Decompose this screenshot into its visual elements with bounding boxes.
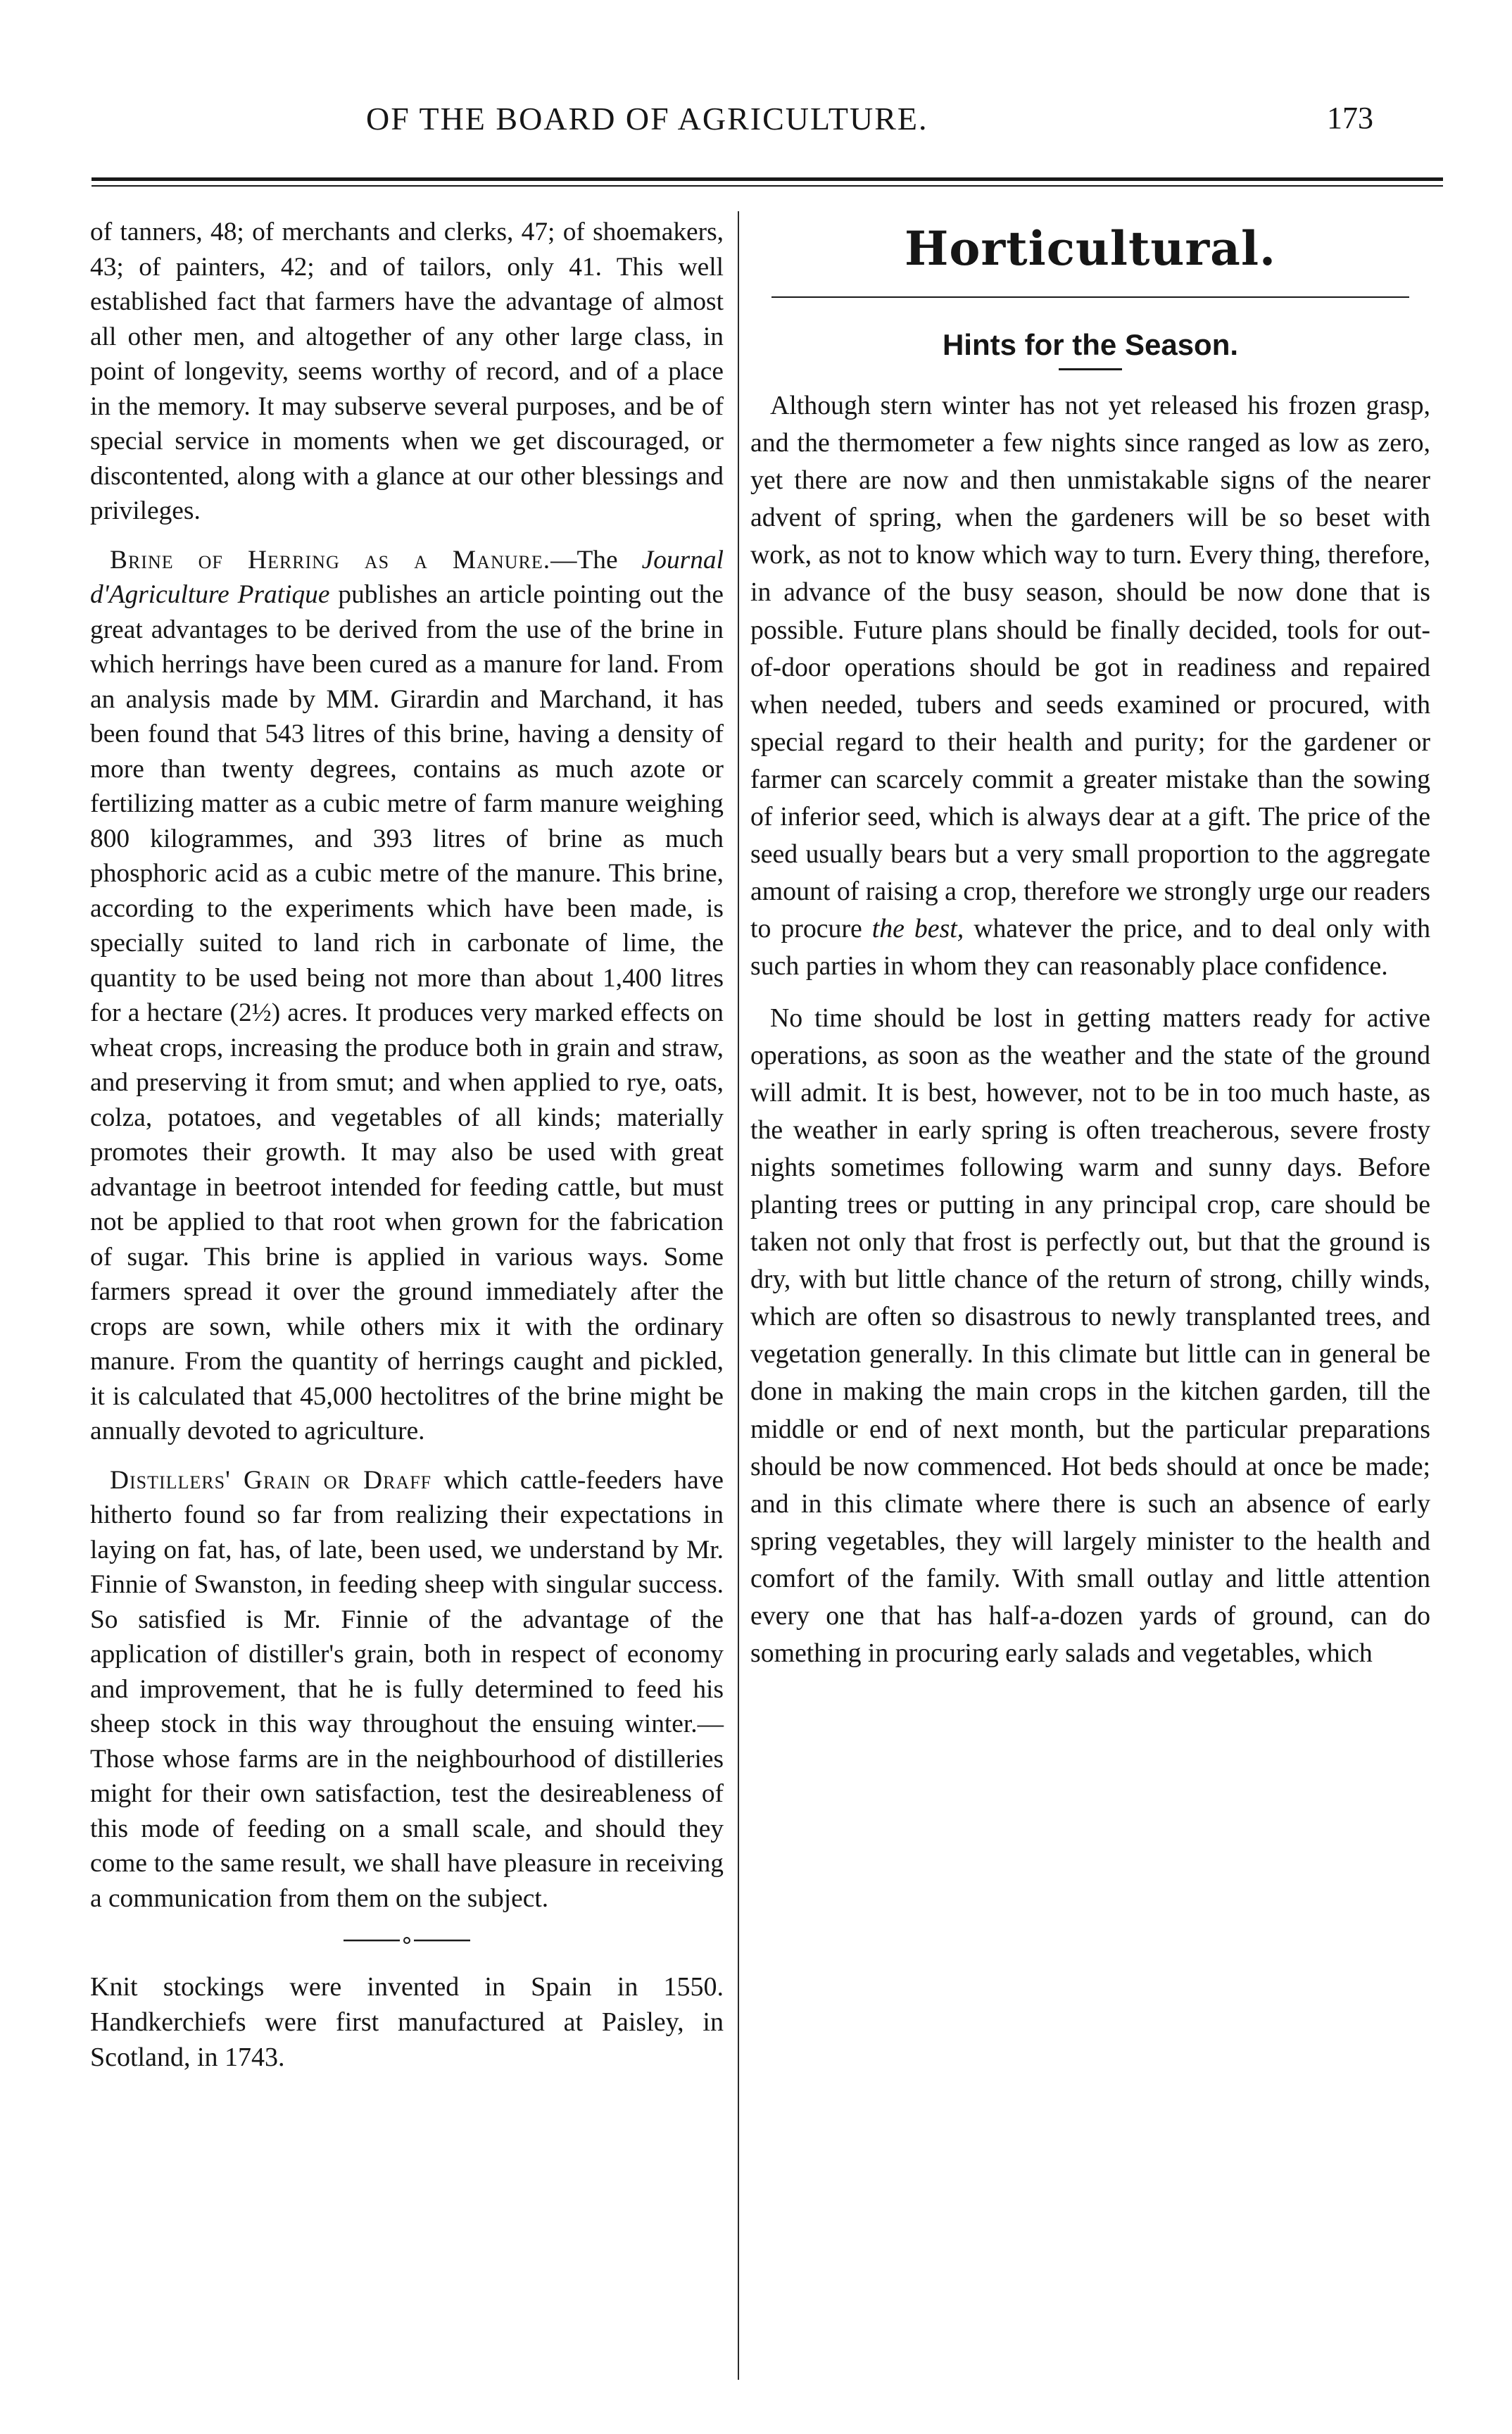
spacer xyxy=(750,986,1430,1000)
running-title: OF THE BOARD OF AGRICULTURE. xyxy=(366,101,928,137)
section-rule xyxy=(771,296,1409,298)
brine-article-heading: Brine of Herring as a Manure. xyxy=(110,545,551,575)
page-number: 173 xyxy=(1327,101,1373,135)
hints-paragraph-1-start: Although stern winter has not yet released his frozen grasp, and the thermometer a few nights since ranged as low as zero, yet there are now and then unmistakable signs of the nearer advent of spring, when the gardeners will be so beset with work, as not to know which way to turn. Every thing, therefore, in advance of the busy season, should be now done that is possible. Future plans should be finally decided, tools for out-of-door operations should be got in readiness and repaired when needed, tubers and seeds examined or procured, with special regard to their health and purity; for the gardener or farmer can scarcely commit a greater mistake than the sowing of inferior seed, which is always dear at a gift. The price of the seed usually bears but a very small proportion to the aggregate amount of raising a crop, therefore we strongly urge our readers to procure xyxy=(750,391,1430,944)
subheading-dash xyxy=(1059,368,1122,370)
left-column xyxy=(90,215,724,2075)
brine-article xyxy=(90,543,724,1449)
header-rule-thin xyxy=(92,185,1443,187)
running-head xyxy=(0,100,1512,156)
spacer xyxy=(90,529,724,543)
hints-paragraph-1 xyxy=(750,387,1430,986)
draff-article-heading: Distillers' Grain or Draff xyxy=(110,1465,432,1495)
right-column xyxy=(750,215,1430,1672)
hints-paragraph-2: No time should be lost in getting matters ready for active operations, as soon as the weather and the state of the ground will admit. It is best, however, not to be in too much haste, as the weather in early spring is often treacherous, severe frosty nights sometimes following warm and sunny days. Before planting trees or putting in any principal crop, care should be taken not only that frost is perfectly out, but that the ground is dry, with but little chance of the return of strong, chilly winds, which are often so disastrous to newly transplanted trees, and vegetation generally. In this climate but little can in general be done in making the main crops in the kitchen garden, till the middle or end of next month, but the particular preparations should be now commenced. Hot beds should at once be made; and in this climate where there is such an absence of early spring vegetables, they will largely minister to the health and comfort of the family. With small outlay and little attention every one that has half-a-dozen yards of ground, can do something in procuring early salads and vegetables, which xyxy=(750,1003,1430,1669)
spacer xyxy=(90,1449,724,1463)
header-rule-thick xyxy=(92,177,1443,181)
hints-paragraph-1-end: whatever the price, and to deal only with such parties in whom they can reasonably place confidence. xyxy=(750,914,1430,981)
journal-title: Journal d'Agriculture Pratique xyxy=(90,545,724,609)
draff-article-body: which cattle-feeders have hitherto found so far from realizing their expectations in laying on fat, has, of late, been used, we understand by Mr. Finnie of Swanston, in feeding sheep with singular success. So satisfied is Mr. Finnie of the advantage of the application of distiller's grain, both in respect of economy and improvement, that he is fully determined to feed his sheep stock in this way throughout the ensuing winter.—Those whose farms are in the neighbourhood of distilleries might for their own satisfaction, test the desireableness of this mode of feeding on a small scale, and should they come to the same result, we shall have pleasure in receiving a communication from them on the subject. xyxy=(90,1465,724,1913)
longevity-paragraph: of tanners, 48; of merchants and clerks, 47; of shoemakers, 43; of painters, 42; and of tailors, only 41. This well established fact that farmers have the advantage of almost all other men, and altogether of any other large class, in point of longevity, seems worthy of record, and of a place in the memory. It may subserve several purposes, and be of special service in moments when we get discouraged, or discontented, along with a glance at our other blessings and privileges. xyxy=(90,218,724,525)
column-divider xyxy=(738,211,739,2380)
draff-article xyxy=(90,1463,724,1917)
brine-article-body: publishes an article pointing out the great advantages to be derived from the use of the brine in which herrings have been cured as a manure for land. From an analysis made by MM. Girardin and Marchand, it has been found that 543 litres of this brine, having a density of more than twenty degrees, contains as much azote or fertilizing matter as a cubic metre of farm manure weighing 800 kilogrammes, and 393 litres of brine as much phosphoric acid as a cubic metre of the manure. This brine, according to the experiments which have been made, is specially suited to land rich in carbonate of lime, the quantity to be used being not more than about 1,400 litres for a hectare (2½) acres. It produces very marked effects on wheat crops, increasing the produce both in grain and straw, and preserving it from smut; and when applied to rye, oats, colza, potatoes, and vegetables of all kinds; materially promotes their growth. It may also be used with great advantage in beetroot intended for feeding cattle, but must not be applied to that root when grown for the fabrication of sugar. This brine is applied in various ways. Some farmers spread it over the ground immediately after the crops are sown, while others mix it with the ordinary manure. From the quantity of herrings caught and pickled, it is calculated that 45,000 hectolitres of the brine might be annually devoted to agriculture. xyxy=(90,580,724,1445)
ornament-rule-icon xyxy=(344,1936,470,1945)
article-subheading: Hints for the Season. xyxy=(942,328,1239,361)
footnote-stockings: Knit stockings were invented in Spain in 1550. Handkerchiefs were first manufactured at Paisley, in Scotland, in 1743. xyxy=(90,1972,724,2072)
brine-article-dash: —The xyxy=(550,545,642,575)
emphasis-the-best: the best, xyxy=(871,914,964,944)
section-title: Horticultural. xyxy=(904,221,1276,276)
